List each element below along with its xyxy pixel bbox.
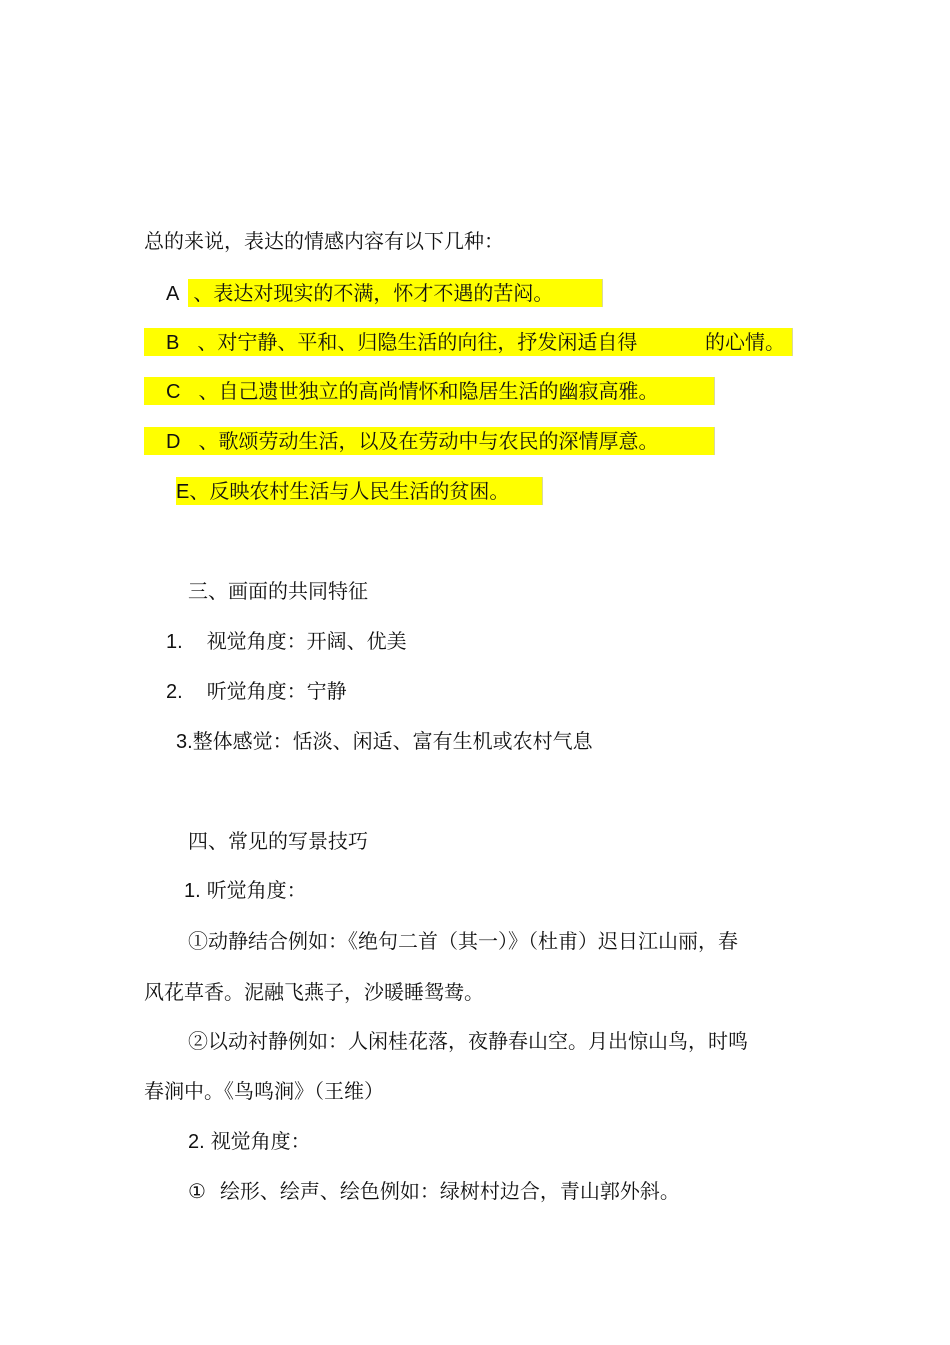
- paragraph-3-text: 绘形、绘声、绘色例如：绿树村边合，青山郭外斜。: [219, 1179, 680, 1203]
- emotion-e: [176, 477, 509, 506]
- emotion-c-letter: C: [166, 381, 181, 403]
- emotion-d-letter: D: [166, 431, 181, 453]
- section4-sub-1: [184, 876, 307, 905]
- section3-item-1: [166, 627, 407, 656]
- sub-number: 1.: [184, 880, 201, 902]
- emotion-e-letter: E: [176, 481, 190, 503]
- emotion-a: [166, 279, 553, 308]
- circled-number: ①: [188, 1179, 206, 1203]
- emotion-b-tail: 的心情。: [705, 330, 785, 354]
- emotion-c: [166, 377, 658, 406]
- section3-heading: 三、画面的共同特征: [188, 579, 368, 603]
- emotion-b-letter: B: [166, 332, 180, 354]
- emotion-d: [166, 427, 658, 456]
- item-number: 3.: [176, 731, 193, 753]
- emotion-e-text: 、反映农村生活与人民生活的贫困。: [189, 479, 510, 503]
- item-number: 1.: [166, 631, 183, 653]
- section4-heading: 四、常见的写景技巧: [188, 829, 368, 853]
- paragraph-2-line-2: 春涧中。《鸟鸣涧》（王维）: [144, 1079, 384, 1103]
- item-text: 听觉角度：宁静: [206, 679, 347, 703]
- sub-label: 视觉角度：: [210, 1129, 311, 1153]
- section3-item-3: [176, 727, 593, 756]
- paragraph-1-line-2: 风花草香。泥融飞燕子，沙暖睡鸳鸯。: [144, 980, 484, 1004]
- item-number: 2.: [166, 681, 183, 703]
- emotion-b-text: 、对宁静、平和、归隐生活的向往，抒发闲适自得: [197, 330, 638, 354]
- section4-sub-2: [188, 1127, 311, 1156]
- emotion-b: [166, 328, 637, 357]
- emotion-a-text: 、表达对现实的不满，怀才不遇的苦闷。: [193, 281, 554, 305]
- item-text: 视觉角度：开阔、优美: [206, 629, 407, 653]
- item-text: 整体感觉：恬淡、闲适、富有生机或农村气息: [192, 729, 593, 753]
- paragraph-1-line-1: ①动静结合例如：《绝句二首（其一）》（杜甫）迟日江山丽，春: [188, 929, 738, 953]
- emotion-d-text: 、歌颂劳动生活，以及在劳动中与农民的深情厚意。: [198, 429, 659, 453]
- emotion-a-letter: A: [166, 283, 180, 305]
- sub-label: 听觉角度：: [206, 878, 307, 902]
- paragraph-2-line-1: ②以动衬静例如：人闲桂花落，夜静春山空。月出惊山鸟，时鸣: [188, 1029, 748, 1053]
- paragraph-3: [188, 1177, 680, 1205]
- section3-item-2: [166, 677, 347, 706]
- summary-line: 总的来说，表达的情感内容有以下几种：: [144, 229, 504, 253]
- sub-number: 2.: [188, 1131, 205, 1153]
- emotion-c-text: 、自己遗世独立的高尚情怀和隐居生活的幽寂高雅。: [198, 379, 659, 403]
